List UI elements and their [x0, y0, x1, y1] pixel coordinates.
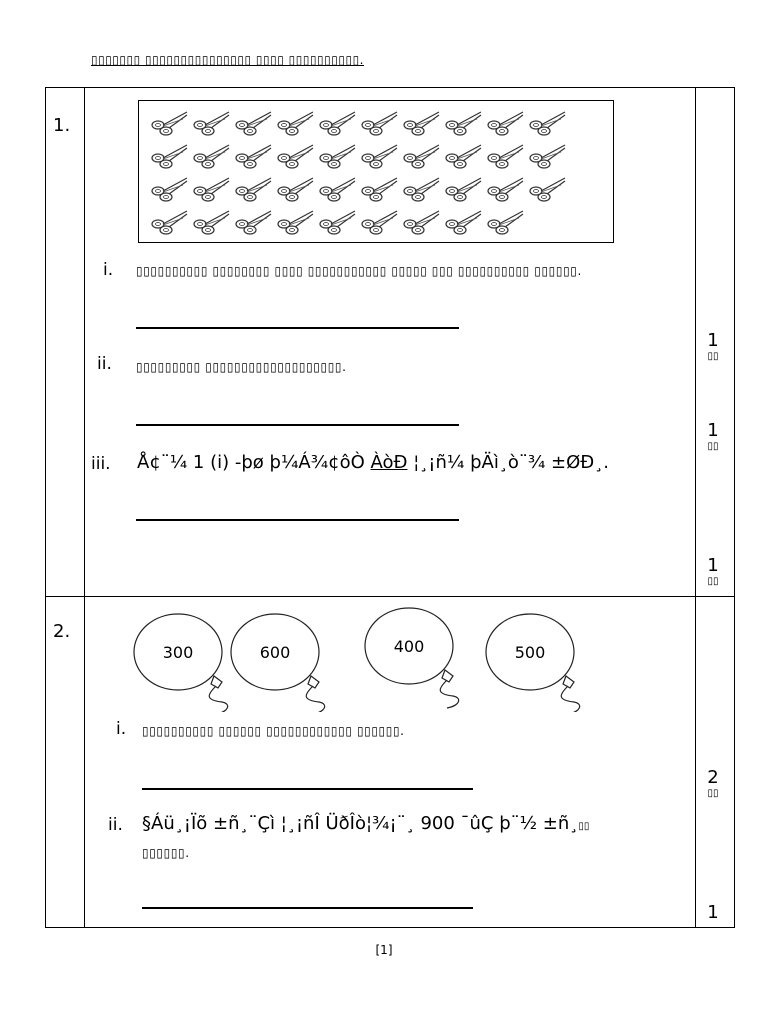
q2-part-ii-text-line2: ▯▯▯▯▯▯.: [142, 846, 190, 860]
column-divider: [695, 88, 696, 927]
scissors-icon: [194, 112, 229, 135]
scissors-icon: [404, 145, 439, 168]
scissors-icon: [278, 178, 313, 201]
scissors-icon: [530, 178, 565, 201]
question-number-2: 2.: [53, 621, 71, 642]
scissors-icon: [446, 112, 481, 135]
question-number-1: 1.: [53, 115, 71, 136]
balloons-picture: [132, 602, 602, 712]
scissors-icon: [404, 112, 439, 135]
scissors-icon: [194, 211, 229, 234]
instruction-header: ▯▯▯▯▯▯▯ ▯▯▯▯▯▯▯▯▯▯▯▯▯▯▯ ▯▯▯▯ ▯▯▯▯▯▯▯▯▯▯.: [91, 53, 364, 67]
scissors-icon: [236, 178, 271, 201]
q2-part-i-label: i.: [116, 719, 127, 739]
scissors-icon: [152, 178, 187, 201]
q1-part-ii-label: ii.: [97, 354, 112, 374]
balloon-number: 500: [514, 643, 546, 662]
scissors-icon: [236, 145, 271, 168]
scissors-icon: [236, 112, 271, 135]
balloon-number: 400: [393, 637, 425, 656]
scissors-icon: [278, 211, 313, 234]
scissors-icon: [236, 211, 271, 234]
scissors-icon: [152, 112, 187, 135]
q1-part-ii-text: ▯▯▯▯▯▯▯▯▯ ▯▯▯▯▯▯▯▯▯▯▯▯▯▯▯▯▯▯▯.: [136, 360, 347, 374]
scissors-icon: [488, 178, 523, 201]
scissors-icon: [488, 145, 523, 168]
scissors-icon: [446, 211, 481, 234]
scissors-icon: [320, 145, 355, 168]
scissors-icon: [530, 112, 565, 135]
scissors-picture: [139, 101, 613, 242]
q1-part-i-label: i.: [103, 260, 114, 280]
q2-part-ii-text-line1: §Áü¸¡Ïõ ±ñ¸¨Çì ¦¸¡ñÎ ÜðÎò¦¾¡¨¸ 900 ¯ûÇ þ¨½ ±ñ¸▯▯: [142, 813, 590, 834]
scissors-picture-box: [138, 100, 614, 243]
q2-part-i-answer-line[interactable]: [142, 788, 473, 790]
q1-part-i-text: ▯▯▯▯▯▯▯▯▯▯ ▯▯▯▯▯▯▯▯ ▯▯▯▯ ▯▯▯▯▯▯▯▯▯▯▯ ▯▯▯▯▯ ▯▯▯ ▯▯▯▯▯▯▯▯▯▯ ▯▯▯▯▯▯.: [136, 264, 582, 278]
q2-part-ii-label: ii.: [108, 815, 123, 835]
scissors-icon: [320, 112, 355, 135]
balloon: [486, 614, 580, 712]
q1-mark-3: 1 ▯▯: [707, 555, 719, 587]
balloon: [365, 608, 459, 708]
scissors-icon: [194, 145, 229, 168]
q2-mark-2: 1: [707, 902, 719, 923]
scissors-icon: [152, 211, 187, 234]
scissors-icon: [362, 145, 397, 168]
question-table: [45, 87, 735, 928]
balloon-number: 600: [259, 643, 291, 662]
scissors-icon: [488, 211, 523, 234]
q1-part-iii-label: iii.: [91, 454, 111, 474]
scissors-icon: [530, 145, 565, 168]
scissors-icon: [362, 112, 397, 135]
q1-mark-2: 1 ▯▯: [707, 420, 719, 452]
scissors-icon: [446, 178, 481, 201]
scissors-icon: [446, 145, 481, 168]
q2-mark-1: 2 ▯▯: [707, 767, 719, 799]
q1-part-iii-text: Å¢¨¼ 1 (i) -þø þ¼Á¾¢ôÒ ÀòÐ ¦¸¡ñ¼ þÄì¸ò¨¾ ±ØÐ¸.: [137, 452, 609, 473]
scissors-icon: [404, 211, 439, 234]
q2-part-i-text: ▯▯▯▯▯▯▯▯▯▯ ▯▯▯▯▯▯ ▯▯▯▯▯▯▯▯▯▯▯▯ ▯▯▯▯▯▯.: [142, 724, 405, 738]
balloon: [134, 614, 228, 712]
scissors-icon: [152, 145, 187, 168]
scissors-icon: [278, 112, 313, 135]
q1-mark-1: 1 ▯▯: [707, 330, 719, 362]
scissors-icon: [362, 211, 397, 234]
q1-part-ii-answer-line[interactable]: [136, 424, 459, 426]
scissors-icon: [278, 145, 313, 168]
scissors-icon: [320, 178, 355, 201]
q2-part-ii-answer-line[interactable]: [142, 907, 473, 909]
scissors-icon: [488, 112, 523, 135]
page-number: [1]: [375, 943, 393, 957]
q1-part-iii-answer-line[interactable]: [136, 519, 459, 521]
q1-part-i-answer-line[interactable]: [136, 327, 459, 329]
scissors-icon: [362, 178, 397, 201]
balloon-number: 300: [162, 643, 194, 662]
scissors-icon: [404, 178, 439, 201]
scissors-icon: [320, 211, 355, 234]
balloon: [231, 614, 325, 712]
scissors-icon: [194, 178, 229, 201]
